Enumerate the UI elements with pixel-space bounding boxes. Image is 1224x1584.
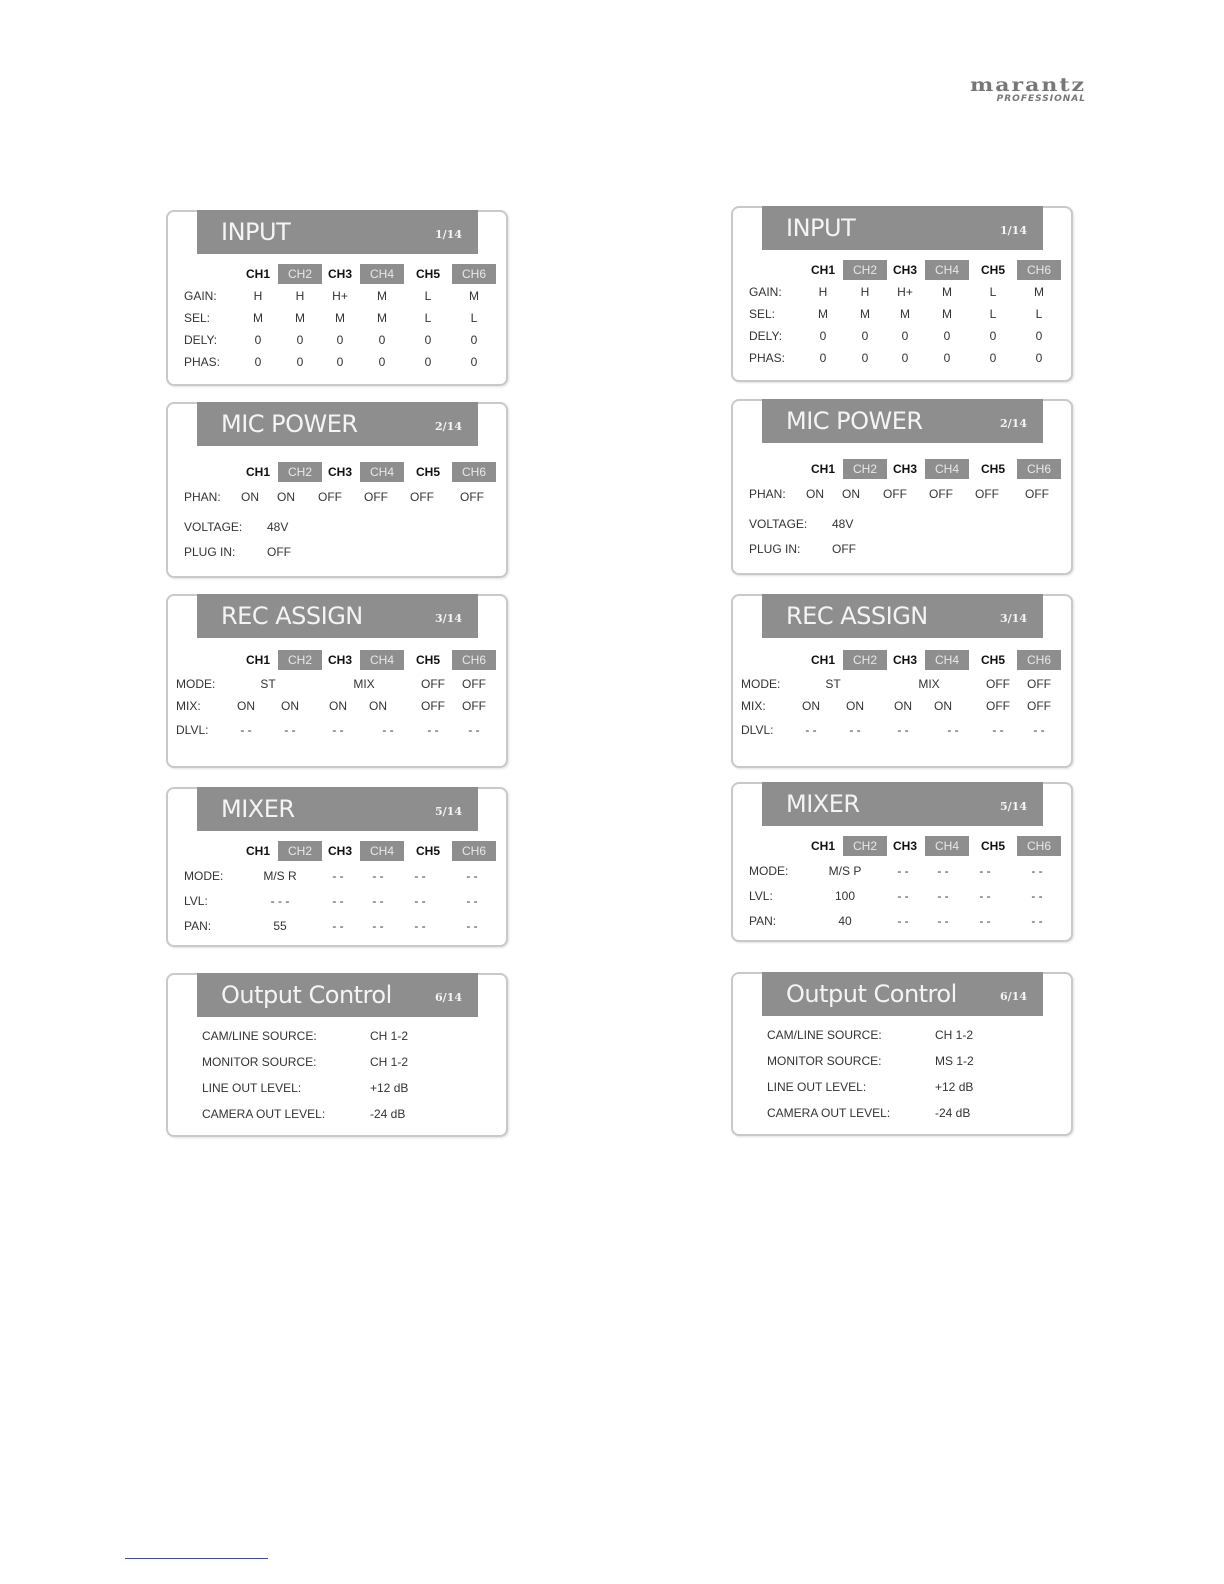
channel-header-ch4: CH4	[925, 459, 969, 479]
plugin-value: OFF	[267, 545, 291, 559]
dlvl-value: - -	[849, 723, 861, 737]
channel-header-ch2: CH2	[278, 462, 322, 482]
panel-page-number: 6/14	[1000, 990, 1027, 1003]
mode-value: - -	[372, 869, 384, 883]
pan-value: - -	[979, 914, 991, 928]
lvl-label: LVL:	[184, 894, 208, 908]
phan-value: ON	[277, 490, 295, 504]
lvl-value: - -	[372, 894, 384, 908]
channel-header-ch1: CH1	[245, 844, 270, 858]
channel-header-ch3: CH3	[892, 653, 917, 667]
dlvl-label: DLVL:	[176, 723, 209, 737]
row-value: 0	[470, 355, 478, 369]
channel-header-ch3: CH3	[892, 263, 917, 277]
row-value: M	[1034, 285, 1044, 299]
row-value: 0	[943, 329, 951, 343]
row-value: 0	[989, 329, 997, 343]
mix-label: MIX:	[176, 699, 201, 713]
right-panel-rec-assign	[731, 594, 1073, 768]
pan-label: PAN:	[184, 919, 212, 933]
logo-wordmark: marantz	[969, 73, 1086, 97]
channel-header-ch6: CH6	[452, 264, 496, 284]
panel-header	[762, 399, 1043, 443]
row-value: M	[942, 307, 952, 321]
channel-header-ch2: CH2	[843, 650, 887, 670]
panel-header	[762, 594, 1043, 638]
lvl-value: - -	[897, 889, 909, 903]
channel-header-ch1: CH1	[245, 465, 270, 479]
panel-title: MIXER	[786, 790, 860, 818]
channel-header-ch5: CH5	[980, 653, 1005, 667]
pan-value: - -	[1031, 914, 1043, 928]
row-label: DELY:	[749, 329, 783, 343]
channel-header-ch2: CH2	[843, 836, 887, 856]
left-panel-mic-power	[166, 402, 508, 578]
panel-page-number: 3/14	[435, 612, 462, 625]
mode-value: - -	[897, 864, 909, 878]
mode-value: OFF	[986, 677, 1010, 691]
mix-value: ON	[802, 699, 820, 713]
panel-header	[762, 972, 1043, 1016]
channel-header-ch5: CH5	[415, 465, 440, 479]
row-value: 0	[296, 355, 304, 369]
dlvl-value: - -	[284, 723, 296, 737]
phan-value: OFF	[883, 487, 907, 501]
plugin-label: PLUG IN:	[184, 545, 236, 559]
channel-header-ch6: CH6	[1017, 836, 1061, 856]
pan-value: - -	[414, 919, 426, 933]
row-value: 0	[296, 333, 304, 347]
left-panel-output	[166, 973, 508, 1137]
row-value: 0	[861, 329, 869, 343]
output-row-value: CH 1-2	[370, 1029, 409, 1043]
dlvl-label: DLVL:	[741, 723, 774, 737]
row-value: M	[818, 307, 828, 321]
panel-title: REC ASSIGN	[786, 602, 928, 630]
mix-value: OFF	[462, 699, 486, 713]
voltage-value: 48V	[832, 517, 854, 531]
channel-header-ch1: CH1	[810, 839, 835, 853]
channel-header-ch2: CH2	[278, 650, 322, 670]
row-value: M	[335, 311, 345, 325]
row-value: L	[424, 311, 432, 325]
panel-header	[197, 787, 478, 831]
channel-header-ch4: CH4	[360, 462, 404, 482]
plugin-value: OFF	[832, 542, 856, 556]
row-value: M	[295, 311, 305, 325]
channel-header-ch1: CH1	[245, 267, 270, 281]
panel-page-number: 2/14	[1000, 417, 1027, 430]
dlvl-value: - -	[947, 723, 959, 737]
channel-header-ch3: CH3	[892, 839, 917, 853]
mode-value: OFF	[462, 677, 486, 691]
channel-header-ch6: CH6	[1017, 650, 1061, 670]
panel-header	[197, 210, 478, 254]
row-value: H	[295, 289, 305, 303]
mode-label: MODE:	[749, 864, 789, 878]
output-row-value: CH 1-2	[935, 1028, 974, 1042]
panel-title: MIXER	[221, 795, 295, 823]
row-value: M	[469, 289, 479, 303]
channel-header-ch3: CH3	[327, 844, 352, 858]
panel-title: REC ASSIGN	[221, 602, 363, 630]
row-value: H	[860, 285, 870, 299]
channel-header-ch5: CH5	[415, 653, 440, 667]
mix-value: ON	[329, 699, 347, 713]
dlvl-value: - -	[382, 723, 394, 737]
channel-header-ch1: CH1	[810, 263, 835, 277]
dlvl-value: - -	[468, 723, 480, 737]
pan-value: - -	[466, 919, 478, 933]
channel-header-ch6: CH6	[452, 841, 496, 861]
output-row-label: CAMERA OUT LEVEL:	[767, 1106, 891, 1120]
row-value: H	[818, 285, 828, 299]
mix-value: ON	[237, 699, 255, 713]
channel-header-ch5: CH5	[415, 844, 440, 858]
row-label: GAIN:	[749, 285, 782, 299]
panel-header	[762, 782, 1043, 826]
phan-value: OFF	[410, 490, 434, 504]
lvl-label: LVL:	[749, 889, 773, 903]
lvl-value: - -	[979, 889, 991, 903]
phan-value: OFF	[364, 490, 388, 504]
channel-header-ch2: CH2	[843, 260, 887, 280]
row-label: PHAS:	[184, 355, 221, 369]
pan-value: - -	[332, 919, 344, 933]
output-row-value: -24 dB	[935, 1106, 971, 1120]
panel-page-number: 3/14	[1000, 612, 1027, 625]
logo-subtitle: PROFESSIONAL	[996, 94, 1086, 104]
row-value: M	[860, 307, 870, 321]
mix-value: ON	[369, 699, 387, 713]
phan-value: ON	[806, 487, 824, 501]
voltage-label: VOLTAGE:	[749, 517, 808, 531]
mode-value: - -	[937, 864, 949, 878]
panel-page-number: 6/14	[435, 991, 462, 1004]
lvl-value: - -	[466, 894, 478, 908]
mix-value: ON	[894, 699, 912, 713]
panel-title: MIC POWER	[786, 407, 923, 435]
channel-header-ch4: CH4	[925, 650, 969, 670]
mix-value: ON	[934, 699, 952, 713]
phan-value: OFF	[1025, 487, 1049, 501]
mode-value: MIX	[918, 677, 940, 691]
panel-header	[197, 594, 478, 638]
mix-label: MIX:	[741, 699, 766, 713]
dlvl-value: - -	[427, 723, 439, 737]
channel-header-ch4: CH4	[360, 650, 404, 670]
lvl-value: - -	[414, 894, 426, 908]
row-value: H+	[332, 289, 348, 303]
channel-header-ch5: CH5	[980, 839, 1005, 853]
mode-value: - -	[466, 869, 478, 883]
pan-value: 40	[838, 914, 852, 928]
dlvl-value: - -	[805, 723, 817, 737]
row-value: H	[253, 289, 263, 303]
output-row-value: -24 dB	[370, 1107, 406, 1121]
mode-value: MIX	[353, 677, 375, 691]
row-value: 0	[378, 333, 386, 347]
row-value: 0	[424, 333, 432, 347]
channel-header-ch2: CH2	[843, 459, 887, 479]
pan-value: - -	[372, 919, 384, 933]
row-value: 0	[378, 355, 386, 369]
channel-header-ch3: CH3	[327, 267, 352, 281]
channel-header-ch5: CH5	[980, 462, 1005, 476]
phan-value: ON	[842, 487, 860, 501]
marantz-logo	[948, 73, 1086, 104]
panel-header	[197, 402, 478, 446]
channel-header-ch3: CH3	[327, 465, 352, 479]
panel-title: INPUT	[221, 218, 291, 246]
channel-header-ch6: CH6	[452, 462, 496, 482]
channel-header-ch6: CH6	[1017, 459, 1061, 479]
dlvl-value: - -	[240, 723, 252, 737]
mode-value: - -	[979, 864, 991, 878]
output-row-value: +12 dB	[935, 1080, 974, 1094]
lvl-value: - -	[1031, 889, 1043, 903]
channel-header-ch1: CH1	[810, 653, 835, 667]
row-value: H+	[897, 285, 913, 299]
channel-header-ch1: CH1	[810, 462, 835, 476]
output-row-value: CH 1-2	[370, 1055, 409, 1069]
channel-header-ch3: CH3	[892, 462, 917, 476]
channel-header-ch6: CH6	[452, 650, 496, 670]
mix-value: OFF	[986, 699, 1010, 713]
left-panel-rec-assign	[166, 594, 508, 768]
dlvl-value: - -	[1033, 723, 1045, 737]
mix-value: OFF	[421, 699, 445, 713]
channel-header-ch6: CH6	[1017, 260, 1061, 280]
phan-value: OFF	[318, 490, 342, 504]
dlvl-value: - -	[332, 723, 344, 737]
right-panel-mic-power	[731, 399, 1073, 575]
lvl-value: - - -	[270, 894, 290, 908]
row-value: 0	[336, 355, 344, 369]
row-label: DELY:	[184, 333, 218, 347]
panel-title: INPUT	[786, 214, 856, 242]
panel-header	[762, 206, 1043, 250]
panel-page-number: 1/14	[1000, 224, 1027, 237]
row-value: L	[424, 289, 432, 303]
row-value: 0	[470, 333, 478, 347]
phan-value: OFF	[975, 487, 999, 501]
channel-header-ch4: CH4	[360, 264, 404, 284]
channel-header-ch3: CH3	[327, 653, 352, 667]
lvl-value: - -	[332, 894, 344, 908]
mode-label: MODE:	[184, 869, 224, 883]
right-panel-input	[731, 206, 1073, 382]
row-value: 0	[1035, 329, 1043, 343]
mode-value: ST	[260, 677, 276, 691]
phan-label: PHAN:	[749, 487, 786, 501]
left-panel-input	[166, 210, 508, 386]
phan-label: PHAN:	[184, 490, 221, 504]
pan-label: PAN:	[749, 914, 777, 928]
channel-header-ch4: CH4	[360, 841, 404, 861]
panel-title: Output Control	[786, 980, 957, 1008]
row-value: M	[253, 311, 263, 325]
mode-value: OFF	[1027, 677, 1051, 691]
row-value: 0	[989, 351, 997, 365]
left-panel-mixer	[166, 787, 508, 947]
dlvl-value: - -	[992, 723, 1004, 737]
mix-value: ON	[846, 699, 864, 713]
panel-title: Output Control	[221, 981, 392, 1009]
panel-page-number: 5/14	[1000, 800, 1027, 813]
channel-header-ch5: CH5	[415, 267, 440, 281]
lvl-value: - -	[937, 889, 949, 903]
row-value: 0	[1035, 351, 1043, 365]
phan-value: ON	[241, 490, 259, 504]
output-row-value: MS 1-2	[935, 1054, 974, 1068]
mix-value: OFF	[1027, 699, 1051, 713]
channel-header-ch5: CH5	[980, 263, 1005, 277]
channel-header-ch1: CH1	[245, 653, 270, 667]
mode-value: ST	[825, 677, 841, 691]
row-value: 0	[254, 355, 262, 369]
pan-value: 55	[273, 919, 287, 933]
channel-header-ch4: CH4	[925, 836, 969, 856]
dlvl-value: - -	[897, 723, 909, 737]
output-row-label: MONITOR SOURCE:	[202, 1055, 317, 1069]
row-value: L	[989, 307, 997, 321]
row-value: M	[377, 311, 387, 325]
row-value: L	[1035, 307, 1043, 321]
row-value: 0	[861, 351, 869, 365]
mode-value: - -	[414, 869, 426, 883]
panel-header	[197, 973, 478, 1017]
row-value: 0	[901, 351, 909, 365]
row-value: L	[989, 285, 997, 299]
right-panel-output	[731, 972, 1073, 1136]
mode-value: OFF	[421, 677, 445, 691]
row-label: GAIN:	[184, 289, 217, 303]
output-row-label: CAM/LINE SOURCE:	[202, 1029, 317, 1043]
row-label: SEL:	[749, 307, 776, 321]
mode-value: - -	[1031, 864, 1043, 878]
channel-header-ch2: CH2	[278, 841, 322, 861]
output-row-label: LINE OUT LEVEL:	[767, 1080, 867, 1094]
mode-value: - -	[332, 869, 344, 883]
output-row-value: +12 dB	[370, 1081, 409, 1095]
output-row-label: MONITOR SOURCE:	[767, 1054, 882, 1068]
footer-link-underline[interactable]	[125, 1558, 268, 1559]
output-row-label: CAMERA OUT LEVEL:	[202, 1107, 326, 1121]
panel-page-number: 5/14	[435, 805, 462, 818]
row-value: M	[900, 307, 910, 321]
row-value: L	[470, 311, 478, 325]
channel-header-ch4: CH4	[925, 260, 969, 280]
mode-value: M/S P	[828, 864, 862, 878]
row-value: M	[377, 289, 387, 303]
row-value: 0	[424, 355, 432, 369]
row-label: PHAS:	[749, 351, 786, 365]
panel-page-number: 1/14	[435, 228, 462, 241]
row-value: 0	[254, 333, 262, 347]
pan-value: - -	[897, 914, 909, 928]
pan-value: - -	[937, 914, 949, 928]
plugin-label: PLUG IN:	[749, 542, 801, 556]
mode-value: M/S R	[263, 869, 297, 883]
right-panel-mixer	[731, 782, 1073, 942]
row-value: 0	[943, 351, 951, 365]
panel-title: MIC POWER	[221, 410, 358, 438]
mode-label: MODE:	[176, 677, 216, 691]
panel-page-number: 2/14	[435, 420, 462, 433]
output-row-label: CAM/LINE SOURCE:	[767, 1028, 882, 1042]
row-value: M	[942, 285, 952, 299]
row-value: 0	[819, 329, 827, 343]
output-row-label: LINE OUT LEVEL:	[202, 1081, 302, 1095]
row-value: 0	[819, 351, 827, 365]
channel-header-ch2: CH2	[278, 264, 322, 284]
voltage-label: VOLTAGE:	[184, 520, 243, 534]
lvl-value: 100	[834, 889, 856, 903]
row-value: 0	[901, 329, 909, 343]
mode-label: MODE:	[741, 677, 781, 691]
row-value: 0	[336, 333, 344, 347]
phan-value: OFF	[929, 487, 953, 501]
phan-value: OFF	[460, 490, 484, 504]
row-label: SEL:	[184, 311, 211, 325]
voltage-value: 48V	[267, 520, 289, 534]
mix-value: ON	[281, 699, 299, 713]
